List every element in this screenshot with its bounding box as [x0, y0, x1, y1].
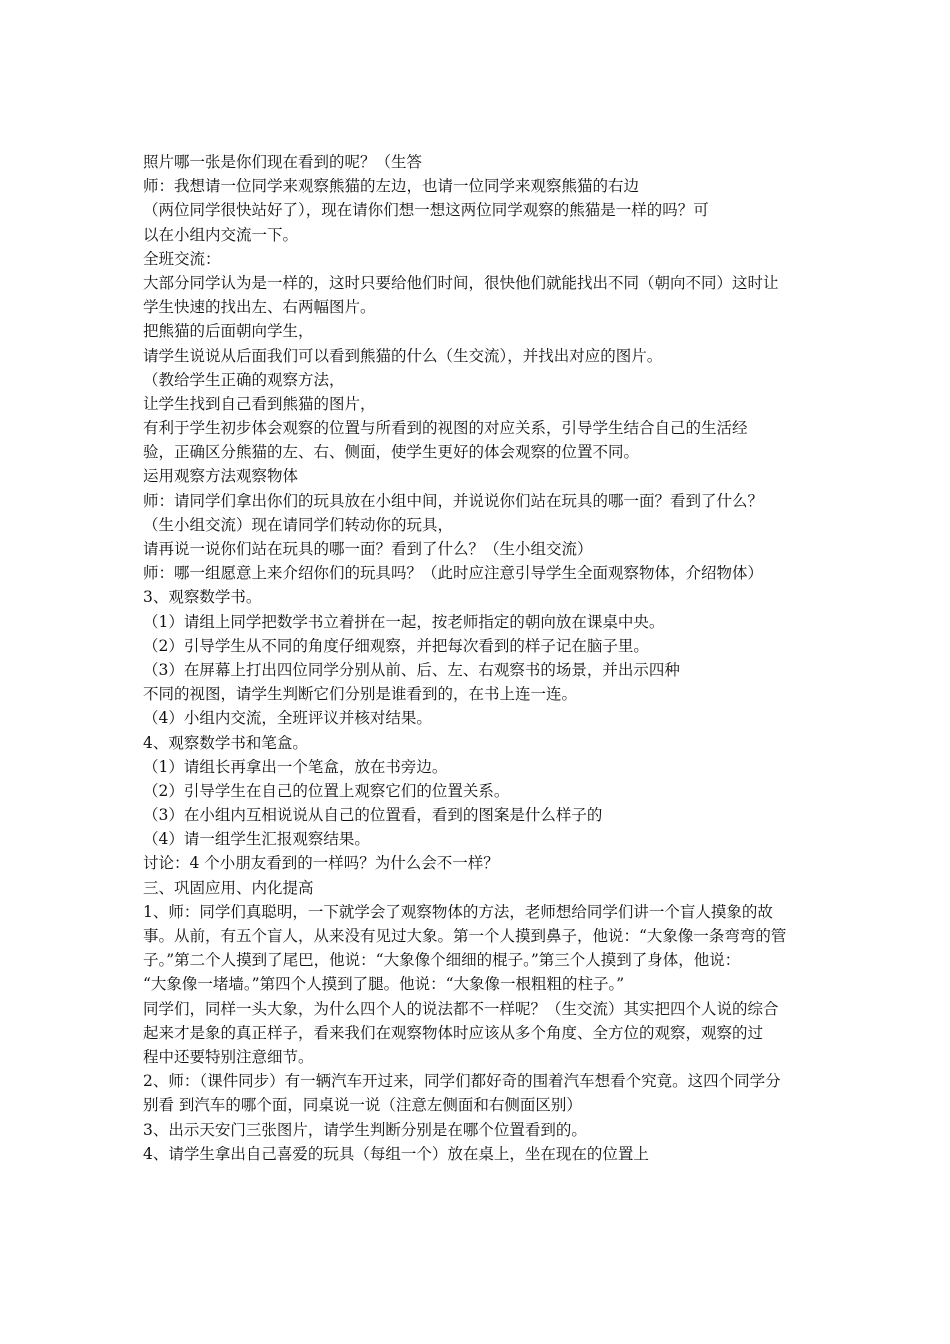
- text-line: （1）请组上同学把数学书立着拼在一起，按老师指定的朝向放在课桌中央。: [143, 612, 665, 631]
- document-body: [143, 150, 813, 1166]
- text-line: 4、请学生拿出自己喜爱的玩具（每组一个）放在桌上，坐在现在的位置上: [143, 1144, 649, 1163]
- text-line: （两位同学很快站好了），现在请你们想一想这两位同学观察的熊猫是一样的吗？可: [143, 201, 709, 220]
- text-line: 同学们，同样一头大象，为什么四个人的说法都不一样呢？（生交流）其实把四个人说的综合: [143, 999, 779, 1018]
- text-line: （生小组交流）现在请同学们转动你的玩具，: [143, 515, 454, 534]
- text-line: 起来才是象的真正样子，看来我们在观察物体时应该从多个角度、全方位的观察，观察的过: [143, 1023, 764, 1042]
- text-line: 3、出示天安门三张图片，请学生判断分别是在哪个位置看到的。: [143, 1120, 587, 1139]
- text-line: （3）在屏幕上打出四位同学分别从前、后、左、右观察书的场景，并出示四种: [143, 660, 680, 679]
- text-line: （4）小组内交流，全班评议并核对结果。: [143, 709, 432, 728]
- text-line: 学生快速的找出左、右两幅图片。: [143, 298, 376, 317]
- text-line: （4）请一组学生汇报观察结果。: [143, 830, 370, 849]
- text-line: （3）在小组内互相说说从自己的位置看，看到的图案是什么样子的: [143, 806, 603, 825]
- text-line: （1）请组长再拿出一个笔盒，放在书旁边。: [143, 757, 448, 776]
- text-line: （2）引导学生从不同的角度仔细观察，并把每次看到的样子记在脑子里。: [143, 636, 649, 655]
- text-line: 让学生找到自己看到熊猫的图片，: [143, 394, 376, 413]
- text-line: 1、师：同学们真聪明，一下就学会了观察物体的方法，老师想给同学们讲一个盲人摸象的故: [143, 902, 773, 921]
- text-line: 请学生说说从后面我们可以看到熊猫的什么（生交流），并找出对应的图片。: [143, 346, 663, 365]
- text-line: 子。”第二个人摸到了尾巴，他说：“大象像个细细的棍子。”第三个人摸到了身体，他说：: [143, 951, 741, 970]
- text-line: 大部分同学认为是一样的，这时只要给他们时间，很快他们就能找出不同（朝向不同）这时让: [143, 273, 779, 292]
- text-line: 师：哪一组愿意上来介绍你们的玩具吗？（此时应注意引导学生全面观察物体，介绍物体）: [143, 564, 764, 583]
- text-line: 全班交流：: [143, 249, 221, 268]
- text-line: 照片哪一张是你们现在看到的呢？（生答: [143, 153, 423, 171]
- text-line: （教给学生正确的观察方法，: [143, 370, 345, 389]
- text-line: 4、观察数学书和笔盒。: [143, 733, 308, 752]
- text-line: 别看 到汽车的哪个面，同桌说一说（注意左侧面和右侧面区别）: [143, 1096, 582, 1115]
- text-line: 讨论：4 个小朋友看到的一样吗？为什么会不一样？: [143, 854, 499, 873]
- text-line: 2、师：（课件同步）有一辆汽车开过来，同学们都好奇的围着汽车想看个究竟。这四个同学分: [143, 1072, 781, 1091]
- text-line: 有利于学生初步体会观察的位置与所看到的视图的对应关系，引导学生结合自己的生活经: [143, 419, 748, 438]
- text-line: 事。从前，有五个盲人，从来没有见过大象。第一个人摸到鼻子，他说：“大象像一条弯弯的管: [143, 927, 787, 945]
- text-line: 以在小组内交流一下。: [143, 225, 299, 244]
- text-line: 不同的视图，请学生判断它们分别是谁看到的，在书上连一连。: [143, 685, 578, 704]
- text-line: 把熊猫的后面朝向学生，: [143, 322, 314, 341]
- text-line: 运用观察方法观察物体: [143, 467, 299, 486]
- text-line: 三、巩固应用、内化提高: [143, 878, 314, 897]
- text-line: 验，正确区分熊猫的左、右、侧面，使学生更好的体会观察的位置不同。: [143, 443, 640, 462]
- text-line: 师：我想请一位同学来观察熊猫的左边，也请一位同学来观察熊猫的右边: [143, 177, 640, 196]
- text-line: 程中还要特别注意细节。: [143, 1047, 314, 1066]
- text-line: （2）引导学生在自己的位置上观察它们的位置关系。: [143, 781, 510, 800]
- text-line: “大象像一堵墙。”第四个人摸到了腿。他说：“大象像一根粗粗的柱子。”: [143, 975, 625, 994]
- text-line: 请再说一说你们站在玩具的哪一面？看到了什么？（生小组交流）: [143, 540, 593, 558]
- text-line: 3、观察数学书。: [143, 588, 262, 607]
- text-line: 师：请同学们拿出你们的玩具放在小组中间，并说说你们站在玩具的哪一面？看到了什么？: [143, 491, 764, 510]
